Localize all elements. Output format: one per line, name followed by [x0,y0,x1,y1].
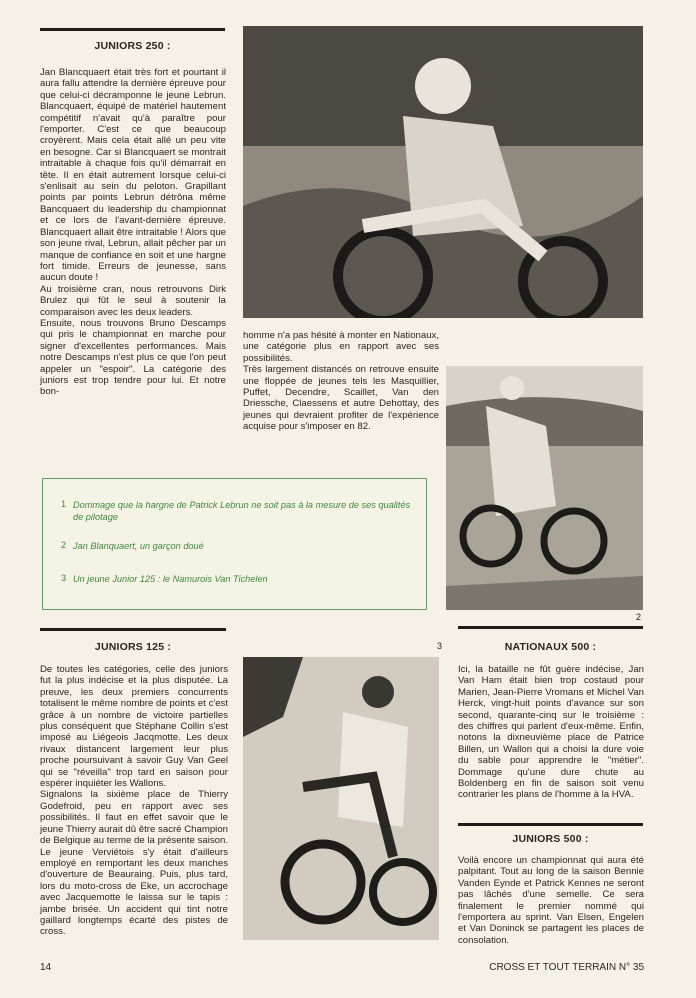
juniors125-text: De toutes les catégories, celle des juniors fut la plus indécise et la plus disputée. La preuve, les deux premiers concurrents totalisent le même nombre de points et c'est grâce à un nombre de victoire partielles plus conséquent que Stéphane Collin s'est imposé au Liégeois Jacqmotte. Les deux rivaux distancent largement leur plus proche poursuivant à savoir Guy Van Geel qui se "réveilla" trop tard en saison pour espérer inquiéter les Wallons. Signalons la sixième place de Thierry Godefroid, peu en rapport avec ses possibilités. Il faut en effet savoir que le jeune Thierry aurait dû être sacré Champion de Belgique au terme de la présente saison. Le jeune Verviétois s'y était d'ailleurs employé en remportant les deux manches d'ouverture de Beauraing. Puis, plus tard, lors du moto-cross de Eke, un accrochage avec Jacquemotte le laissa sur le tapis : jambe brisée. Un accident qui tint notre gaillard longtemps écarté des pistes de cross. [40,664,228,938]
nationaux500-text: Ici, la bataille ne fût guère indécise, Jan Van Ham était bien trop costaud pour Marien, Jean-Pierre Vromans et Michel Van Herck, vingt-huit points d'avance sur son second, quarante-cinq sur le troisième : des chiffres qui parlent d'eux-même. Enfin, notons la dixneuvième place de Patrice Billen, un Wallon qui a choisi la dure voie du sable pour apprendre le "métier". Dommage qu'une dure chute au Boldenberg en fin de saison soit venu contrarier les plans de l'homme à la HVA. [458,664,644,801]
caption-3-text: Un jeune Junior 125 : le Namurois Van Tichelen [73,574,268,584]
photo-rider-blanquaert [446,366,643,610]
captions-box [42,478,427,610]
juniors125-heading: JUNIORS 125 : [94,641,172,653]
juniors250-column-1: Jan Blancquaert était très fort et pourtant il aura fallu attendre la dernière épreuve pour que celui-ci décramponne le jeune Lebrun. Blancquaert, équipé de matériel hautement compétitif n'avait qu'à paraître pour l'emporter. C'est ce que beaucoup croyèrent. Mais cela était allé un peu vite en besogne. Car si Blancquaert se montrait intraitable à chaque fois qu'il démarrait en tête. Il en était autrement lorsque celui-ci s'enlisait au sein du peloton. Grapillant points par points Lebrun détrôna même Bancquaert du leadership du championnat et ce lors de l'avant-dernière épreuve. Blancquaert allait être intraitable ! Alors que son jeune rival, Lebrun, allait pêcher par un manque de confiance en soit et une hargne fort timide. Erreurs de jeunesse, sans aucun doute ! Au troisième cran, nous retrouvons Dirk Brulez qui fût le seul à soutenir la comparaison avec les deux leaders. Ensuite, nous trouvons Bruno Descamps qui pris le championnat en marche pour signer d'excellentes performances. Mais notre Descamps n'est plus ce que l'on peut appeler un "espoir". La catégorie des juniors est trop tendre pour lui. Et notre bon- [40,67,226,398]
caption-1-text: Dommage que la hargne de Patrick Lebrun ne soit pas à la mesure de ses qualités de pilotage [73,500,411,522]
caption-2-number: 2 [61,540,67,550]
caption-3-number: 3 [61,573,67,583]
nationaux500-rule [458,626,643,629]
magazine-issue: CROSS ET TOUT TERRAIN N° 35 [489,962,644,973]
juniors500-text: Voilà encore un championnat qui aura été palpitant. Tout au long de la saison Bennie Vanden Eynde et Patrick Kennes ne seront pas lâchés d'une semelle. Ce sera finalement le premier nommé qui l'emportera au sprint. Van Elsen, Engelen et Van Doninck se partagent les places de consolation. [458,855,644,946]
photo-rider-van-tichelen [243,657,439,940]
juniors250-rule [40,28,225,31]
page-number: 14 [40,962,52,973]
nationaux500-heading: NATIONAUX 500 : [504,641,597,653]
juniors500-heading: JUNIORS 500 : [512,833,589,845]
caption-1-number: 1 [61,499,67,509]
juniors250-column-2: homme n'a pas hésité à monter en Nationaux, une catégorie plus en rapport avec ses possibilités. Très largement distancés on retrouve ensuite une floppée de jeunes tels les Masquillier, Puffet, Decendre, Scaillet, Van den Driessche, Claessens et autre Dehottay, des jeunes qui devraient profiter de l'expérience acquise pour s'imposer en 82. [243,330,439,433]
caption-2-text: Jan Blanquaert, un garçon doué [73,541,204,551]
photo-rider-lebrun [243,26,643,318]
juniors125-rule [40,628,226,631]
photo-number-3: 3 [437,641,443,651]
photo-number-2: 2 [636,612,642,622]
juniors500-rule [458,823,643,826]
juniors250-heading: JUNIORS 250 : [94,40,171,52]
